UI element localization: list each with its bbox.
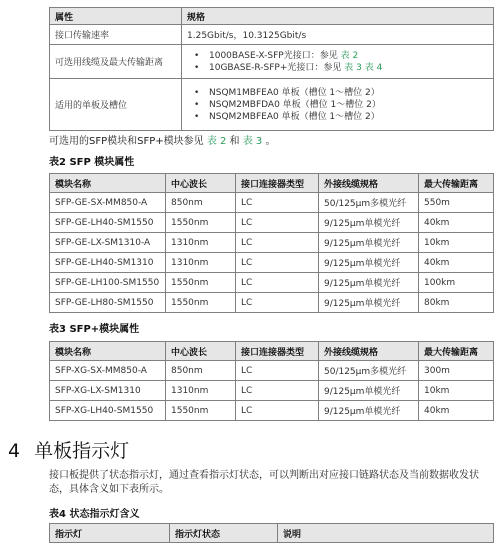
section-title: 单板指示灯 [34, 440, 130, 462]
cell-connector: LC [236, 213, 319, 233]
cable-list [187, 50, 488, 74]
table4-caption: 表4 状态指示灯含义 [49, 509, 140, 520]
table-row [50, 381, 494, 401]
board-item: • NSQM2MBFEA0 单板（槽位 1～槽位 2） [209, 111, 488, 123]
table-header-row [50, 342, 494, 361]
table-row [50, 253, 494, 273]
cell-distance: 40km [419, 401, 494, 421]
cell-connector: LC [236, 401, 319, 421]
cell-cable: 9/125μm单模光纤 [319, 213, 419, 233]
col-header-wavelength: 中心波长 [166, 174, 236, 193]
cell-wavelength: 1550nm [166, 213, 236, 233]
module-note [49, 132, 275, 147]
sfp-table [49, 173, 494, 313]
sfp-plus-table [49, 341, 494, 421]
props-row-cable [50, 45, 494, 79]
table-header-row [50, 174, 494, 193]
section-number: 4 [8, 440, 21, 462]
cell-wavelength: 850nm [166, 361, 236, 381]
cell-distance: 100km [419, 273, 494, 293]
cell-distance: 10km [419, 233, 494, 253]
cell-distance: 300m [419, 361, 494, 381]
col-header-description: 说明 [278, 524, 494, 543]
note-prefix: 可选用的SFP模块和SFP+模块参见 [49, 136, 207, 147]
cell-module: SFP-XG-LH40-SM1550 [50, 401, 166, 421]
table-row [50, 213, 494, 233]
cell-connector: LC [236, 361, 319, 381]
col-header-distance: 最大传输距离 [419, 342, 494, 361]
props-cable-cell [182, 45, 494, 79]
cell-distance: 80km [419, 293, 494, 313]
props-rate-label: 接口传输速率 [50, 25, 182, 45]
cell-distance: 550m [419, 193, 494, 213]
note-mid: 和 [226, 136, 243, 147]
cell-connector: LC [236, 273, 319, 293]
table-row [50, 293, 494, 313]
col-header-module: 模块名称 [50, 342, 166, 361]
cell-distance: 40km [419, 213, 494, 233]
cell-wavelength: 1550nm [166, 273, 236, 293]
indicator-table [49, 523, 494, 543]
cell-cable: 9/125μm单模光纤 [319, 381, 419, 401]
cell-module: SFP-GE-LX-SM1310-A [50, 233, 166, 253]
cell-wavelength: 850nm [166, 193, 236, 213]
col-header-wavelength: 中心波长 [166, 342, 236, 361]
col-header-distance: 最大传输距离 [419, 174, 494, 193]
cell-distance: 40km [419, 253, 494, 273]
cell-module: SFP-GE-LH40-SM1310 [50, 253, 166, 273]
col-header-indicator-state: 指示灯状态 [170, 524, 278, 543]
cell-wavelength: 1310nm [166, 381, 236, 401]
cable-item-10gbase [209, 62, 488, 74]
cell-connector: LC [236, 193, 319, 213]
props-boards-cell [182, 79, 494, 131]
cell-cable: 9/125μm单模光纤 [319, 273, 419, 293]
cell-cable: 9/125μm单模光纤 [319, 293, 419, 313]
table3-caption: 表3 SFP+模块属性 [49, 324, 140, 335]
cell-wavelength: 1310nm [166, 233, 236, 253]
cell-wavelength: 1550nm [166, 293, 236, 313]
cell-distance: 10km [419, 381, 494, 401]
props-header-attr: 属性 [50, 8, 182, 25]
props-header-spec: 规格 [182, 8, 494, 25]
table-header-row [50, 524, 494, 543]
col-header-cable: 外接线缆规格 [319, 174, 419, 193]
props-rate-value: 1.25Gbit/s，10.3125Gbit/s [182, 25, 494, 45]
cable-item-1000base [209, 50, 488, 62]
props-table [49, 7, 494, 131]
table-row [50, 401, 494, 421]
cell-wavelength: 1550nm [166, 401, 236, 421]
table-row [50, 193, 494, 213]
cell-module: SFP-XG-SX-MM850-A [50, 361, 166, 381]
cell-module: SFP-GE-LH80-SM1550 [50, 293, 166, 313]
note-table2-link[interactable]: 表 2 [206, 136, 227, 147]
table-row [50, 361, 494, 381]
cell-cable: 50/125μm多模光纤 [319, 193, 419, 213]
props-cable-label: 可选用线缆及最大传输距离 [50, 45, 182, 79]
cell-connector: LC [236, 293, 319, 313]
board-item: • NSQM2MBFDA0 单板（槽位 1～槽位 2） [209, 99, 488, 111]
props-row-rate [50, 25, 494, 45]
col-header-connector: 接口连接器类型 [236, 174, 319, 193]
cell-wavelength: 1310nm [166, 253, 236, 273]
cell-connector: LC [236, 381, 319, 401]
table2-caption: 表2 SFP 模块属性 [49, 157, 135, 168]
cell-cable: 9/125μm单模光纤 [319, 253, 419, 273]
cable-item-text: 10GBASE-R-SFP+光接口：参见 [209, 62, 345, 73]
cell-cable: 50/125μm多模光纤 [319, 361, 419, 381]
table2-link[interactable]: 表 2 [340, 50, 359, 61]
col-header-indicator: 指示灯 [50, 524, 170, 543]
section-heading [8, 436, 129, 463]
boards-list [187, 87, 488, 123]
cell-module: SFP-GE-LH100-SM1550 [50, 273, 166, 293]
cable-item-text: 1000BASE-X-SFP光接口：参见 [209, 50, 341, 61]
cell-connector: LC [236, 253, 319, 273]
col-header-module: 模块名称 [50, 174, 166, 193]
cell-module: SFP-GE-LH40-SM1550 [50, 213, 166, 233]
board-item: • NSQM1MBFEA0 单板（槽位 1～槽位 2） [209, 87, 488, 99]
table-row [50, 233, 494, 253]
intro-paragraph: 接口板提供了状态指示灯，通过查看指示灯状态，可以判断出对应接口链路状态及当前数据收发状态，具体含义如下表所示。 [49, 470, 479, 495]
col-header-connector: 接口连接器类型 [236, 342, 319, 361]
cell-connector: LC [236, 233, 319, 253]
props-row-boards [50, 79, 494, 131]
table4-link[interactable]: 表 4 [364, 62, 383, 73]
cell-module: SFP-XG-LX-SM1310 [50, 381, 166, 401]
cell-cable: 9/125μm单模光纤 [319, 401, 419, 421]
props-boards-label: 适用的单板及槽位 [50, 79, 182, 131]
props-header-row [50, 8, 494, 25]
col-header-cable: 外接线缆规格 [319, 342, 419, 361]
note-suffix: 。 [262, 136, 276, 147]
cell-module: SFP-GE-SX-MM850-A [50, 193, 166, 213]
note-table3-link[interactable]: 表 3 [242, 136, 263, 147]
cell-cable: 9/125μm单模光纤 [319, 233, 419, 253]
table-row [50, 273, 494, 293]
table3-link[interactable]: 表 3 [344, 62, 362, 73]
